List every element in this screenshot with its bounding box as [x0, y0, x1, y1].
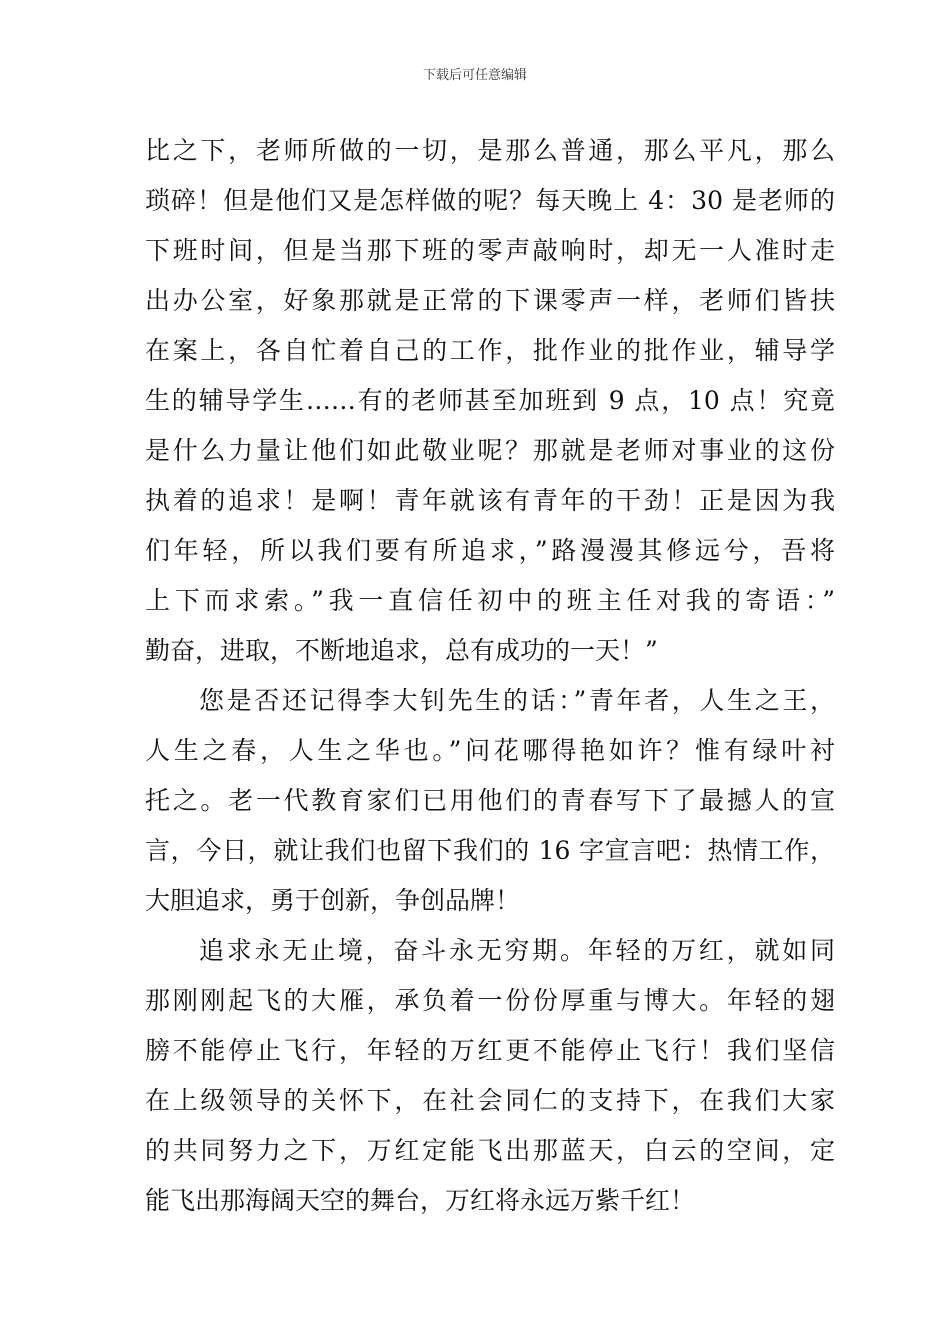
text-line: 大胆追求，勇于创新，争创品牌！ [145, 886, 521, 915]
text-line: 那刚刚起飞的大雁，承负着一份份厚重与博大。年轻的翅 [145, 986, 835, 1015]
text-line: 执着的追求！是啊！青年就该有青年的干劲！正是因为我 [145, 486, 835, 515]
text-line: 们年轻，所以我们要有所追求，”路漫漫其修远兮，吾将 [145, 536, 835, 565]
text-line: 勤奋，进取，不断地追求，总有成功的一天！” [145, 636, 658, 665]
text-line: 人生之春，人生之华也。”问花哪得艳如许？惟有绿叶衬 [145, 736, 835, 765]
text-line: 膀不能停止飞行，年轻的万红更不能停止飞行！我们坚信 [145, 1036, 835, 1065]
page-header: 下载后可任意编辑 [422, 68, 527, 83]
text-line: 托之。老一代教育家们已用他们的青春写下了最撼人的宣 [145, 786, 835, 815]
text-line: 下班时间，但是当那下班的零声敲响时，却无一人准时走 [145, 236, 835, 265]
text-line: 能飞出那海阔天空的舞台，万红将永远万紫千红！ [145, 1186, 696, 1215]
text-line: 出办公室，好象那就是正常的下课零声一样，老师们皆扶 [145, 286, 835, 315]
document-body [145, 126, 835, 1226]
text-line: 生的辅导学生……有的老师甚至加班到 9 点，10 点！究竟 [145, 386, 835, 415]
text-line: 比之下，老师所做的一切，是那么普通，那么平凡，那么 [145, 136, 835, 165]
text-line: 在上级领导的关怀下，在社会同仁的支持下，在我们大家 [145, 1086, 835, 1115]
text-line: 您是否还记得李大钊先生的话：”青年者，人生之王， [199, 686, 835, 715]
text-line: 的共同努力之下，万红定能飞出那蓝天，白云的空间，定 [145, 1136, 835, 1165]
text-line: 在案上，各自忙着自己的工作，批作业的批作业，辅导学 [145, 336, 835, 365]
text-line: 上下而求索。”我一直信任初中的班主任对我的寄语：” [145, 586, 835, 615]
text-line: 是什么力量让他们如此敬业呢？那就是老师对事业的这份 [145, 436, 835, 465]
text-line: 琐碎！但是他们又是怎样做的呢？每天晚上 4：30 是老师的 [145, 186, 835, 215]
text-line: 追求永无止境，奋斗永无穷期。年轻的万红，就如同 [199, 936, 835, 965]
text-line: 言，今日，就让我们也留下我们的 16 字宣言吧：热情工作， [145, 836, 835, 865]
